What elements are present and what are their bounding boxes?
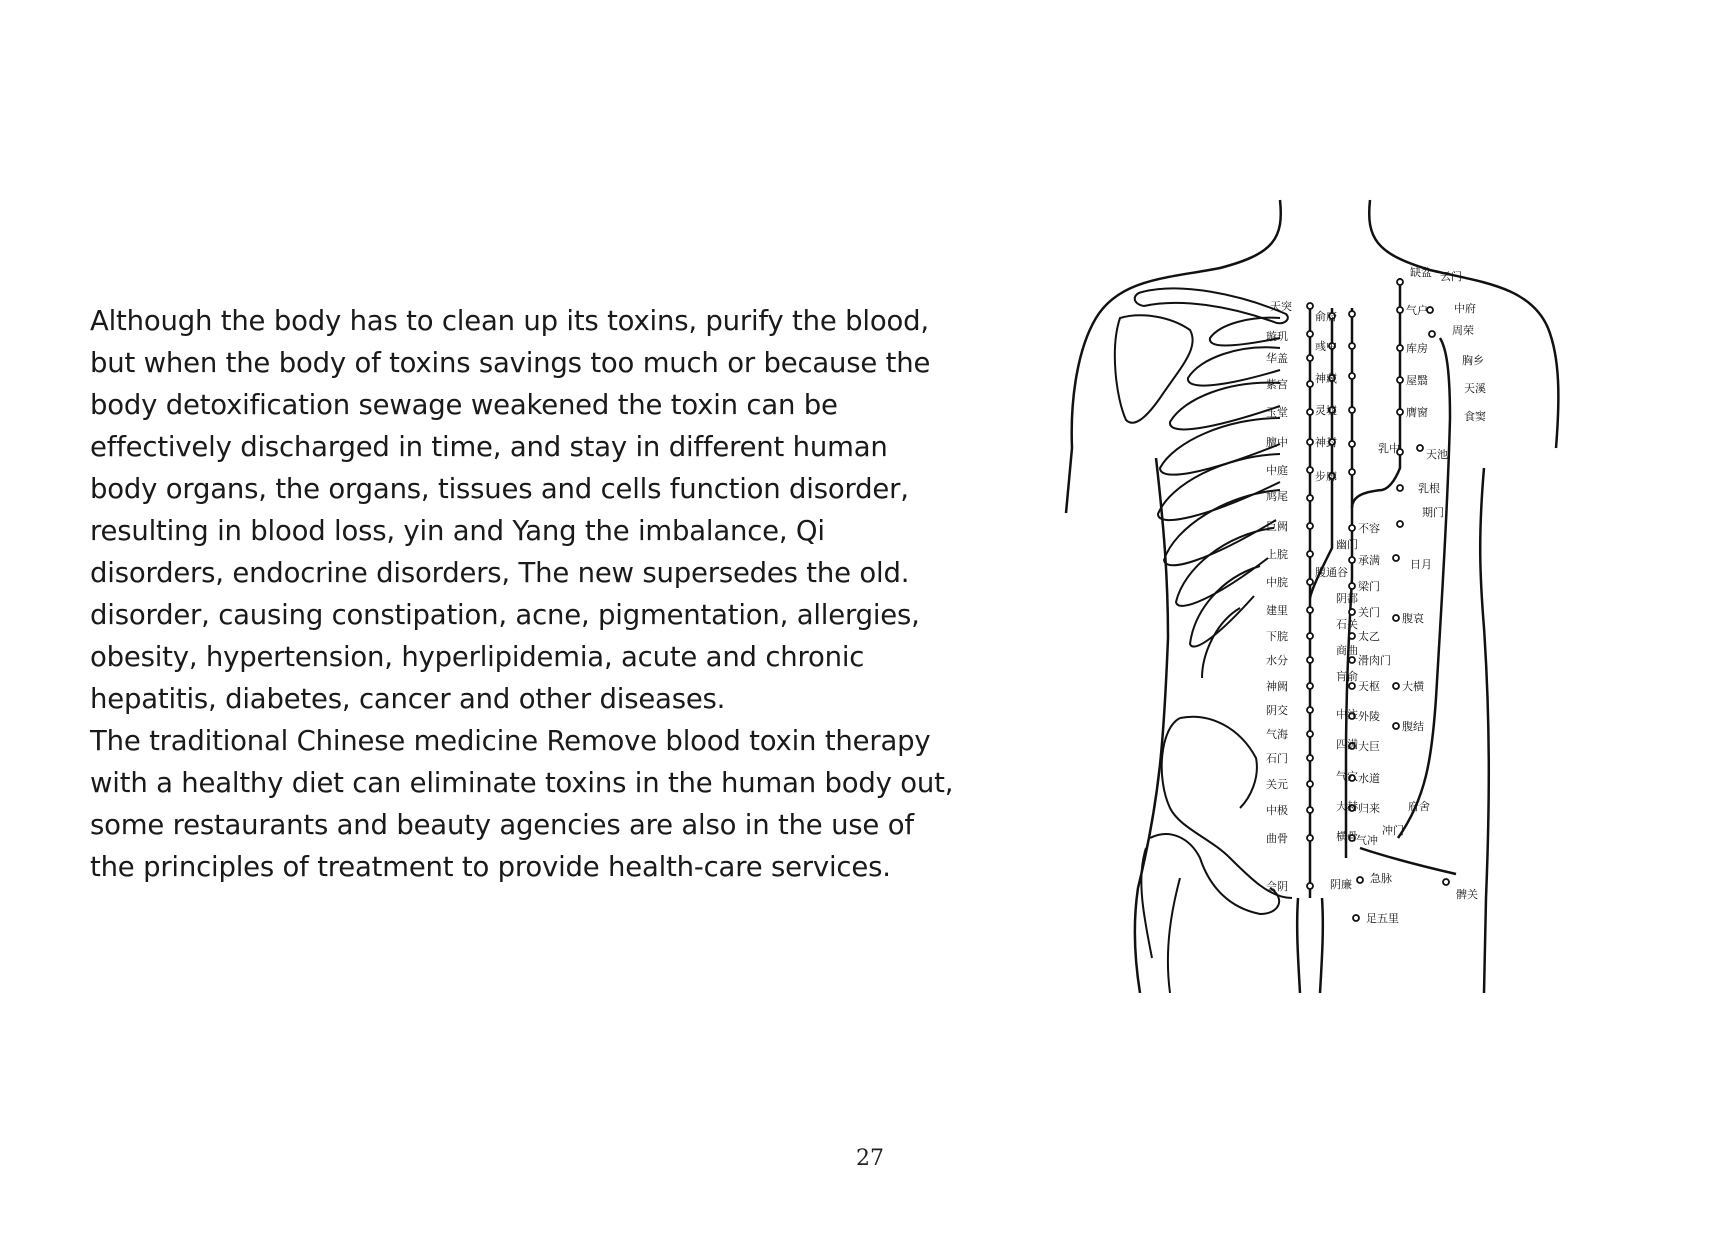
- svg-text:肓俞: 肓俞: [1336, 670, 1358, 683]
- svg-text:腹哀: 腹哀: [1402, 612, 1424, 625]
- rib-cage: [1158, 318, 1280, 678]
- svg-text:太乙: 太乙: [1358, 630, 1380, 643]
- svg-text:石关: 石关: [1336, 618, 1358, 631]
- page-number: 27: [856, 1146, 884, 1171]
- svg-text:气户: 气户: [1406, 304, 1428, 317]
- svg-text:灵墟: 灵墟: [1315, 404, 1337, 417]
- svg-text:中注: 中注: [1336, 708, 1358, 721]
- svg-text:水分: 水分: [1266, 654, 1288, 667]
- svg-text:曲骨: 曲骨: [1266, 832, 1288, 845]
- svg-text:关元: 关元: [1266, 778, 1288, 791]
- paragraph-1: Although the body has to clean up its toxins, purify the blood, but when the body of toxins savings too much or because the body detoxification sewage weakened the toxin can be effectively discharged in time, and stay in different human body organs, the organs, tissues and cells function disorder, resulting in blood loss, yin and Yang the imbalance, Qi disorders, endocrine disorders, The new supersedes the old. disorder, causing constipation, acne, pigmentation, allergies, obesity, hypertension, hyperlipidemia, acute and chronic hepatitis, diabetes, cancer and other diseases.: [90, 305, 931, 715]
- svg-text:府舍: 府舍: [1408, 800, 1430, 813]
- svg-text:神藏: 神藏: [1315, 372, 1337, 385]
- svg-text:承满: 承满: [1358, 554, 1380, 567]
- svg-text:玉堂: 玉堂: [1266, 406, 1288, 419]
- svg-text:中极: 中极: [1266, 804, 1288, 817]
- svg-text:中庭: 中庭: [1266, 464, 1288, 477]
- svg-text:足五里: 足五里: [1366, 912, 1399, 925]
- svg-text:食窦: 食窦: [1464, 410, 1486, 423]
- svg-text:归来: 归来: [1358, 802, 1380, 815]
- svg-text:中府: 中府: [1454, 302, 1476, 315]
- svg-text:璇玑: 璇玑: [1266, 330, 1288, 343]
- svg-text:屋翳: 屋翳: [1406, 374, 1428, 387]
- svg-text:日月: 日月: [1410, 558, 1432, 571]
- svg-text:大巨: 大巨: [1358, 740, 1380, 753]
- svg-text:大赫: 大赫: [1336, 800, 1358, 813]
- svg-text:阴都: 阴都: [1336, 592, 1358, 605]
- svg-text:天突: 天突: [1270, 300, 1292, 313]
- svg-text:步廊: 步廊: [1315, 470, 1337, 483]
- svg-text:会阴: 会阴: [1266, 880, 1288, 893]
- svg-text:华盖: 华盖: [1266, 352, 1288, 365]
- svg-text:下脘: 下脘: [1266, 630, 1288, 643]
- svg-text:彧中: 彧中: [1315, 340, 1337, 353]
- svg-text:乳中: 乳中: [1378, 442, 1400, 455]
- svg-text:商曲: 商曲: [1336, 644, 1358, 657]
- svg-text:胸乡: 胸乡: [1462, 354, 1484, 367]
- svg-text:紫宫: 紫宫: [1266, 378, 1288, 391]
- svg-text:阴交: 阴交: [1266, 704, 1288, 717]
- svg-text:髀关: 髀关: [1456, 888, 1478, 901]
- svg-text:神阙: 神阙: [1266, 680, 1288, 693]
- svg-text:云门: 云门: [1440, 270, 1462, 283]
- svg-text:冲门: 冲门: [1382, 824, 1404, 837]
- svg-text:水道: 水道: [1358, 772, 1380, 785]
- svg-text:阴廉: 阴廉: [1330, 878, 1352, 891]
- svg-text:不容: 不容: [1358, 522, 1380, 535]
- svg-text:天池: 天池: [1426, 448, 1448, 461]
- svg-text:天枢: 天枢: [1358, 680, 1380, 693]
- svg-text:关门: 关门: [1358, 606, 1380, 619]
- svg-text:石门: 石门: [1266, 752, 1288, 765]
- svg-text:膻中: 膻中: [1266, 436, 1288, 449]
- svg-text:中脘: 中脘: [1266, 576, 1288, 589]
- svg-text:气海: 气海: [1266, 728, 1288, 741]
- svg-text:腹通谷: 腹通谷: [1315, 566, 1348, 579]
- svg-text:库房: 库房: [1406, 342, 1428, 355]
- svg-text:急脉: 急脉: [1370, 872, 1392, 885]
- body-text: [90, 300, 960, 888]
- svg-text:巨阙: 巨阙: [1266, 520, 1288, 533]
- svg-text:鸠尾: 鸠尾: [1266, 490, 1288, 503]
- svg-text:梁门: 梁门: [1358, 580, 1380, 593]
- paragraph-2: The traditional Chinese medicine Remove blood toxin therapy with a healthy diet can eliminate toxins in the human body out, some restaurants and beauty agencies are also in the use of the principles of treatment to provide health-care services.: [90, 725, 954, 883]
- acupoint-labels: [1266, 265, 1486, 925]
- acupuncture-chart-figure: [1060, 198, 1580, 993]
- svg-text:膺窗: 膺窗: [1406, 406, 1428, 419]
- svg-text:横骨: 横骨: [1336, 830, 1358, 843]
- svg-text:建里: 建里: [1266, 604, 1288, 617]
- svg-text:滑肉门: 滑肉门: [1358, 654, 1391, 667]
- meridian-lines: [1310, 278, 1456, 898]
- svg-text:缺盆: 缺盆: [1410, 266, 1432, 279]
- svg-text:腹结: 腹结: [1402, 720, 1424, 733]
- svg-text:气穴: 气穴: [1336, 770, 1358, 783]
- svg-text:外陵: 外陵: [1358, 710, 1380, 723]
- svg-text:天溪: 天溪: [1464, 382, 1486, 395]
- svg-text:周荣: 周荣: [1452, 324, 1474, 337]
- svg-text:幽门: 幽门: [1336, 538, 1358, 551]
- svg-text:气冲: 气冲: [1356, 834, 1378, 847]
- svg-text:大横: 大横: [1402, 680, 1424, 693]
- svg-text:神封: 神封: [1315, 436, 1337, 449]
- svg-text:上脘: 上脘: [1266, 548, 1288, 561]
- svg-text:乳根: 乳根: [1418, 482, 1440, 495]
- svg-text:四满: 四满: [1336, 738, 1358, 751]
- shoulder-bones: [1115, 288, 1288, 422]
- torso-meridian-diagram: [1060, 198, 1580, 993]
- torso-outline: [1066, 200, 1558, 993]
- svg-text:俞府: 俞府: [1315, 310, 1337, 323]
- svg-text:期门: 期门: [1422, 506, 1444, 519]
